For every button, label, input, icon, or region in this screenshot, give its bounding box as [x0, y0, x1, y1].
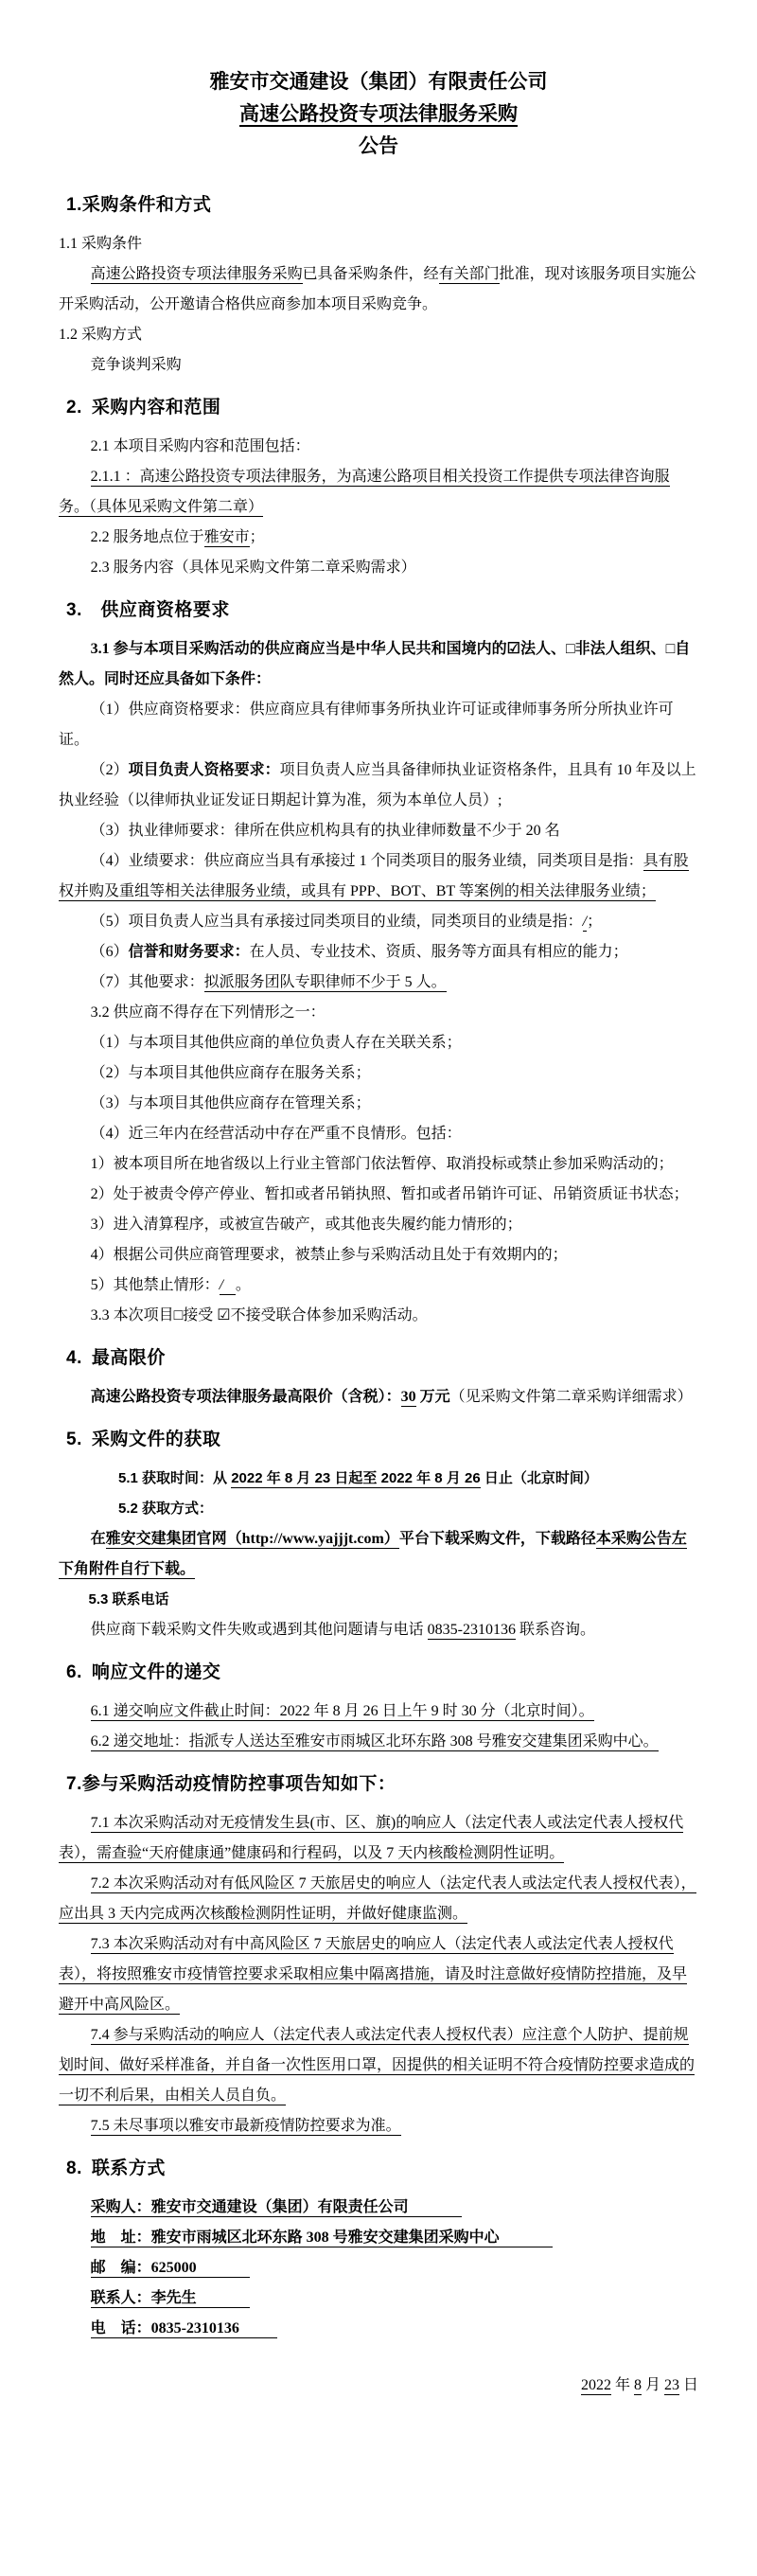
- heading-supplier-qualifications: 3. 供应商资格要求: [66, 600, 230, 620]
- text-run: 7.1 本次采购活动对无疫情发生县(市、区、旗)的响应人（法定代表人或法定代表人授权代表），需查验“天府健康通”健康码和行程码，以及 7 天内核酸检测阴性证明。: [59, 1815, 684, 1861]
- text-run: 5）其他禁止情形：: [90, 1277, 220, 1293]
- para-7-3: [59, 1929, 698, 2020]
- text-run: 在人员、专业技术、资质、服务等方面具有相应的能力；: [249, 944, 628, 960]
- heading-contact-info: 8. 联系方式: [66, 2159, 166, 2178]
- date-day: 23: [663, 2377, 679, 2393]
- para-5-3: 5.3 联系电话: [88, 1591, 169, 1608]
- para-6-2: [59, 1727, 698, 1757]
- contact-address: [59, 2223, 698, 2253]
- text-run: 7.3 本次采购活动对有中高风险区 7 天旅居史的响应人（法定代表人或法定代表人授权代表），将按照雅安市疫情管控要求采取相应集中隔离措施，请及时注意做好疫情防控措施，及早避开中高风险区。: [59, 1936, 688, 2013]
- contact-buyer: [59, 2193, 698, 2223]
- text-run: 高速公路投资专项法律服务采购: [90, 266, 303, 282]
- text-run: 。: [235, 1277, 251, 1293]
- para-6-1: [59, 1697, 698, 1727]
- doc-title-line-3: [59, 131, 698, 163]
- buyer-address: 地 址：雅安市雨城区北环东路 308 号雅安交建集团采购中心: [91, 2230, 553, 2247]
- para-3-1: 3.1 参与本项目采购活动的供应商应当是中华人民共和国境内的☑法人、□非法人组织、□自然人。同时还应具备如下条件：: [59, 641, 691, 687]
- text-run: 供应商下载采购文件失败或遇到其他问题请与电话: [90, 1622, 428, 1638]
- doc-title-line-2: [59, 98, 698, 131]
- text-run: ；: [249, 529, 265, 545]
- contact-phone: [59, 2314, 698, 2344]
- title-text-underlined: 高速公路投资专项法律服务采购: [239, 103, 518, 125]
- text-run: 万元: [415, 1389, 450, 1405]
- para-3-3: 3.3 本次项目□接受 ☑不接受联合体参加采购活动。: [90, 1307, 428, 1324]
- para-2-3: 2.3 服务内容（具体见采购文件第二章采购需求）: [90, 560, 416, 576]
- item-3-1-7: [59, 968, 698, 998]
- text-run: （5）项目负责人应当具有承接过同类项目的业绩，同类项目的业绩是指：: [90, 914, 583, 930]
- text-run: 已具备采购条件，经: [302, 266, 439, 282]
- text-run: 7.4 参与采购活动的响应人（法定代表人或法定代表人授权代表）应注意个人防护、提前规划时间、做好采样准备，并自备一次性医用口罩，因提供的相关证明不符合疫情防控要求造成的一切不利后果，由相关人员自负。: [59, 2027, 695, 2104]
- max-price-value: 30: [400, 1389, 416, 1405]
- text-run: 7.5 未尽事项以雅安市最新疫情防控要求为准。: [90, 2118, 401, 2134]
- heading-epidemic-notice: 7.参与采购活动疫情防控事项告知如下：: [66, 1774, 396, 1794]
- submission-address: 6.2 递交地址：指派专人送达至雅安市雨城区北环东路 308 号雅安交建集团采购中心。: [90, 1733, 659, 1750]
- postcode: 邮 编：625000: [91, 2260, 250, 2278]
- text-run: 5.1 获取时间：从: [118, 1470, 232, 1486]
- text-run: （2）: [90, 762, 129, 778]
- item-3-2-1: （1）与本项目其他供应商的单位负责人存在关联关系；: [90, 1035, 462, 1051]
- date-year: 2022: [580, 2377, 611, 2393]
- para-7-5: [59, 2111, 698, 2141]
- text-run: 在: [90, 1531, 106, 1547]
- text-run: 7.2 本次采购活动对有低风险区 7 天旅居史的响应人（法定代表人或法定代表人授权代表），应出具 3 天内完成两次核酸检测阴性证明，并做好健康监测。: [59, 1875, 696, 1922]
- para-7-1: [59, 1808, 698, 1869]
- text-run: 雅安市: [203, 529, 250, 545]
- para-1-1: 1.1 采购条件: [59, 236, 143, 252]
- subitem-3-2-4-5: [59, 1270, 698, 1301]
- date-sep: 月: [641, 2377, 664, 2393]
- text-run: 信誉和财务要求：: [128, 944, 250, 960]
- help-phone-number: 0835-2310136: [427, 1622, 516, 1638]
- text-run: 高速公路投资专项法律服务最高限价（含税）：: [90, 1389, 401, 1405]
- text-run: （见采购文件第二章采购详细需求）: [449, 1389, 693, 1405]
- text-run: 2.1.1 ：高速公路投资专项法律服务，为高速公路项目相关投资工作提供专项法律咨询服务。（具体见采购文件第二章）: [59, 469, 670, 515]
- contact-postcode: [59, 2253, 698, 2283]
- text-run: 具有股权并购及重组等相关法律服务业绩，或具有 PPP、BOT、BT 等案例的相关法律服务业绩；: [59, 853, 689, 899]
- text-run: 批准，现对该服务项目实施公开采购活动，公开邀请合格供应商参加本项目采购竞争。: [59, 266, 696, 312]
- item-3-1-5: [59, 907, 698, 937]
- item-3-2-3: （3）与本项目其他供应商存在管理关系；: [90, 1095, 371, 1111]
- text-run: 项目负责人应当具备律师执业证资格条件，且具有 10 年及以上执业经验（以律师执业证发证日期起计算为准，须为本单位人员）;: [59, 762, 696, 808]
- para-1-2: 1.2 采购方式: [59, 327, 143, 343]
- subitem-3-2-4-2: 2）处于被责令停产停业、暂扣或者吊销执照、暂扣或者吊销许可证、吊销资质证书状态；: [90, 1186, 689, 1202]
- heading-response-submission: 6. 响应文件的递交: [66, 1662, 221, 1682]
- subitem-3-2-4-3: 3）进入清算程序，或被宣告破产，或其他丧失履约能力情形的；: [90, 1217, 522, 1233]
- doc-title-line-1: [59, 66, 698, 98]
- buyer-name: 采购人：雅安市交通建设（集团）有限责任公司: [91, 2199, 462, 2217]
- date-sep: 年: [610, 2377, 634, 2393]
- para-max-price: [59, 1382, 698, 1412]
- heading-content-scope: 2. 采购内容和范围: [66, 398, 221, 417]
- para-negotiation-method: 竞争谈判采购: [90, 357, 182, 373]
- title-text: 雅安市交通建设（集团）有限责任公司: [209, 71, 548, 93]
- para-2-1: 2.1 本项目采购内容和范围包括：: [90, 438, 310, 454]
- item-3-1-6: [59, 937, 698, 968]
- text-run: 2.2 服务地点位于: [90, 529, 204, 545]
- contact-person: [59, 2283, 698, 2314]
- text-run: （6）: [90, 944, 129, 960]
- title-text: 公告: [359, 135, 398, 157]
- item-3-1-2: [59, 755, 698, 816]
- item-3-1-1: （1）供应商资格要求：供应商应具有律师事务所执业许可证或律师事务所分所执业许可证。: [59, 702, 674, 748]
- para-1-1-body: [59, 259, 698, 320]
- para-7-2: [59, 1869, 698, 1929]
- subitem-3-2-4-4: 4）根据公司供应商管理要求，被禁止参与采购活动且处于有效期内的；: [90, 1247, 568, 1263]
- text-run: （4）业绩要求：供应商应当具有承接过 1 个同类项目的服务业绩，同类项目是指：: [90, 853, 643, 869]
- para-2-1-1: [59, 462, 698, 523]
- acquisition-period: 2022 年 8 月 23 日起至 2022 年 8 月 26: [231, 1470, 481, 1486]
- para-2-2: [59, 523, 698, 553]
- date-month: 8: [633, 2377, 642, 2393]
- text-run: 有关部门: [438, 266, 500, 282]
- text-run: 拟派服务团队专职律师不少于 5 人。: [203, 974, 447, 990]
- date-sep: 日: [678, 2377, 698, 2393]
- text-run: /: [582, 914, 588, 930]
- subitem-3-2-4-1: 1）被本项目所在地省级以上行业主管部门依法暂停、取消投标或禁止参加采购活动的；: [90, 1156, 674, 1172]
- text-run: 本采购公告左下角附件自行下载。: [59, 1531, 687, 1577]
- para-5-3-phone: [59, 1615, 698, 1645]
- item-3-1-4: [59, 846, 698, 907]
- contact-person-name: 联系人：李先生: [91, 2290, 250, 2308]
- text-run: 项目负责人资格要求：: [128, 762, 280, 778]
- heading-document-acquisition: 5. 采购文件的获取: [66, 1430, 221, 1449]
- doc-date: [59, 2371, 698, 2401]
- item-3-1-3: （3）执业律师要求：律所在供应机构具有的执业律师数量不少于 20 名: [90, 823, 560, 839]
- item-3-2-4: （4）近三年内在经营活动中存在严重不良情形。包括：: [90, 1126, 462, 1142]
- text-run: 联系咨询。: [515, 1622, 595, 1638]
- heading-purchase-conditions: 1.采购条件和方式: [66, 195, 212, 215]
- website-url-text: 雅安交建集团官网（http://www.yajjjt.com）: [105, 1531, 399, 1547]
- text-run: ；: [587, 914, 603, 930]
- para-5-1: [59, 1464, 698, 1494]
- para-5-2: 5.2 获取方式：: [118, 1501, 214, 1517]
- para-3-2: 3.2 供应商不得存在下列情形之一：: [90, 1004, 326, 1021]
- contact-phone-number: 电 话：0835-2310136: [91, 2320, 277, 2338]
- text-run: 平台下载采购文件，下载路径: [398, 1531, 596, 1547]
- submission-deadline: 6.1 递交响应文件截止时间：2022 年 8 月 26 日上午 9 时 30 分（北京时间）。: [90, 1703, 594, 1719]
- text-run: 日止（北京时间）: [480, 1470, 598, 1486]
- text-run: （7）其他要求：: [90, 974, 204, 990]
- doc-title: [59, 66, 698, 163]
- text-run: /: [220, 1277, 236, 1295]
- item-3-2-2: （2）与本项目其他供应商存在服务关系；: [90, 1065, 371, 1081]
- para-7-4: [59, 2020, 698, 2111]
- heading-max-price: 4. 最高限价: [66, 1348, 166, 1368]
- para-5-2-method: [59, 1524, 698, 1585]
